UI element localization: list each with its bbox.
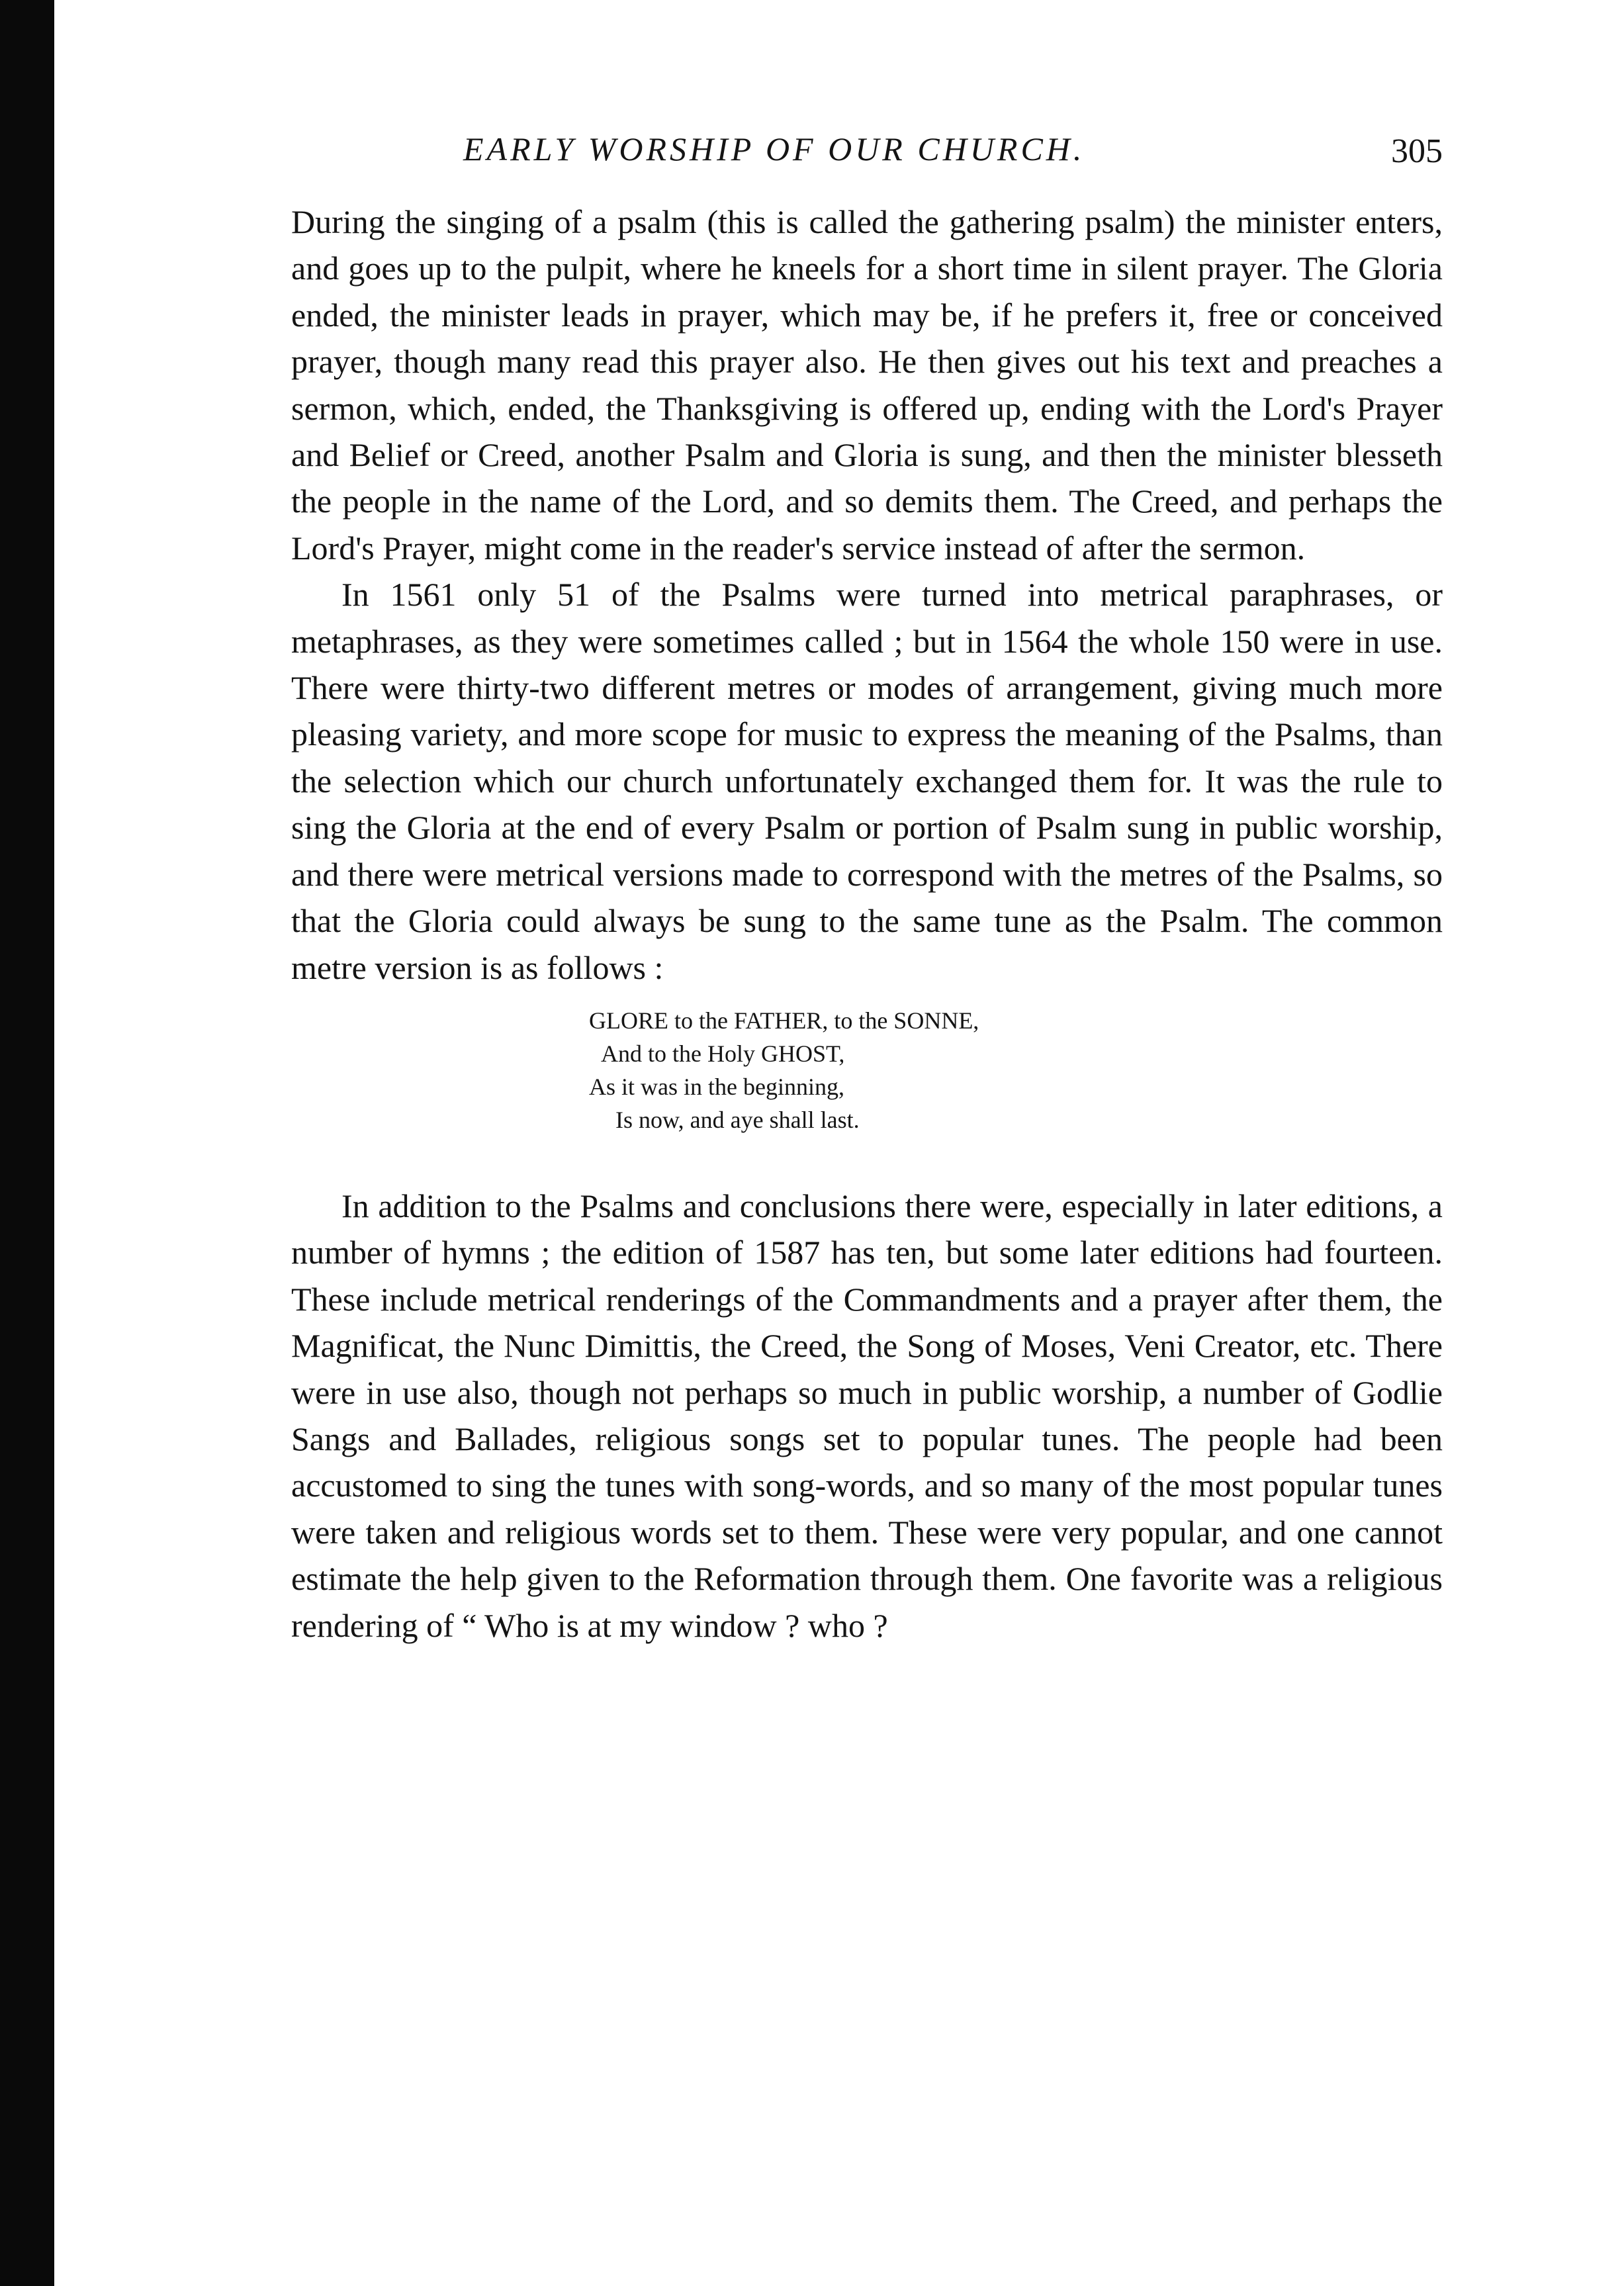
book-page [291,126,1443,1649]
paragraph-psalms-metres: In 1561 only 51 of the Psalms were turned into metrical paraphrases, or metaphrases, as they were sometimes called ; but in 1564 the whole 150 were in use. There were thirty-two different metres or modes of arrangement, giving much more pleasing variety, and more scope for music to express the meaning of the Psalms, than the selection which our church unfortunately exchanged them for. It was the rule to sing the Gloria at the end of every Psalm or portion of Psalm sung in public worship, and there were metrical versions made to correspond with the metres of the Psalms, so that the Gloria could always be sung to the same tune as the Psalm. The common metre version is as follows : [291,576,1443,986]
paragraph-worship-order: During the singing of a psalm (this is called the gathering psalm) the minister enters, and goes up to the pulpit, where he kneels for a short time in silent prayer. The Gloria ended, the minister leads in prayer, which may be, if he prefers it, free or conceived prayer, though many read this prayer also. He then gives out his text and preaches a sermon, which, ended, the Thanksgiving is offered up, ending with the Lord's Prayer and Belief or Creed, another Psalm and Gloria is sung, and then the minister blesseth the people in the name of the Lord, and so demits them. The Creed, and perhaps the Lord's Prayer, might come in the reader's service instead of after the sermon. [291,203,1443,567]
spacer [291,1136,1443,1183]
running-title: EARLY WORSHIP OF OUR CHURCH. [463,130,1085,167]
running-head [291,126,1443,172]
gloria-verse [291,1004,1443,1136]
verse-line: And to the Holy GHOST, [601,1040,845,1067]
page-number: 305 [1391,132,1443,170]
verse-line: Is now, and aye shall last. [615,1106,860,1133]
paragraph-hymns-songs: In addition to the Psalms and conclusions there were, especially in later editions, a number of hymns ; the edition of 1587 has ten, but some later editions had fourteen. These include metrical renderings of the Commandments and a prayer after them, the Magnificat, the Nunc Dimittis, the Creed, the Song of Moses, Veni Creator, etc. There were in use also, though not perhaps so much in public worship, a number of Godlie Sangs and Ballades, religious songs set to popular tunes. The people had been accustomed to sing the tunes with song-words, and so many of the most popular tunes were taken and religious words set to them. These were very popular, and one cannot estimate the help given to the Reformation through them. One favorite was a religious rendering of “ Who is at my window ? who ? [291,1187,1443,1644]
scan-edge-shadow [0,0,54,2286]
verse-line: GLORE to the FATHER, to the SONNE, [589,1007,979,1034]
verse-line: As it was in the beginning, [589,1073,844,1100]
